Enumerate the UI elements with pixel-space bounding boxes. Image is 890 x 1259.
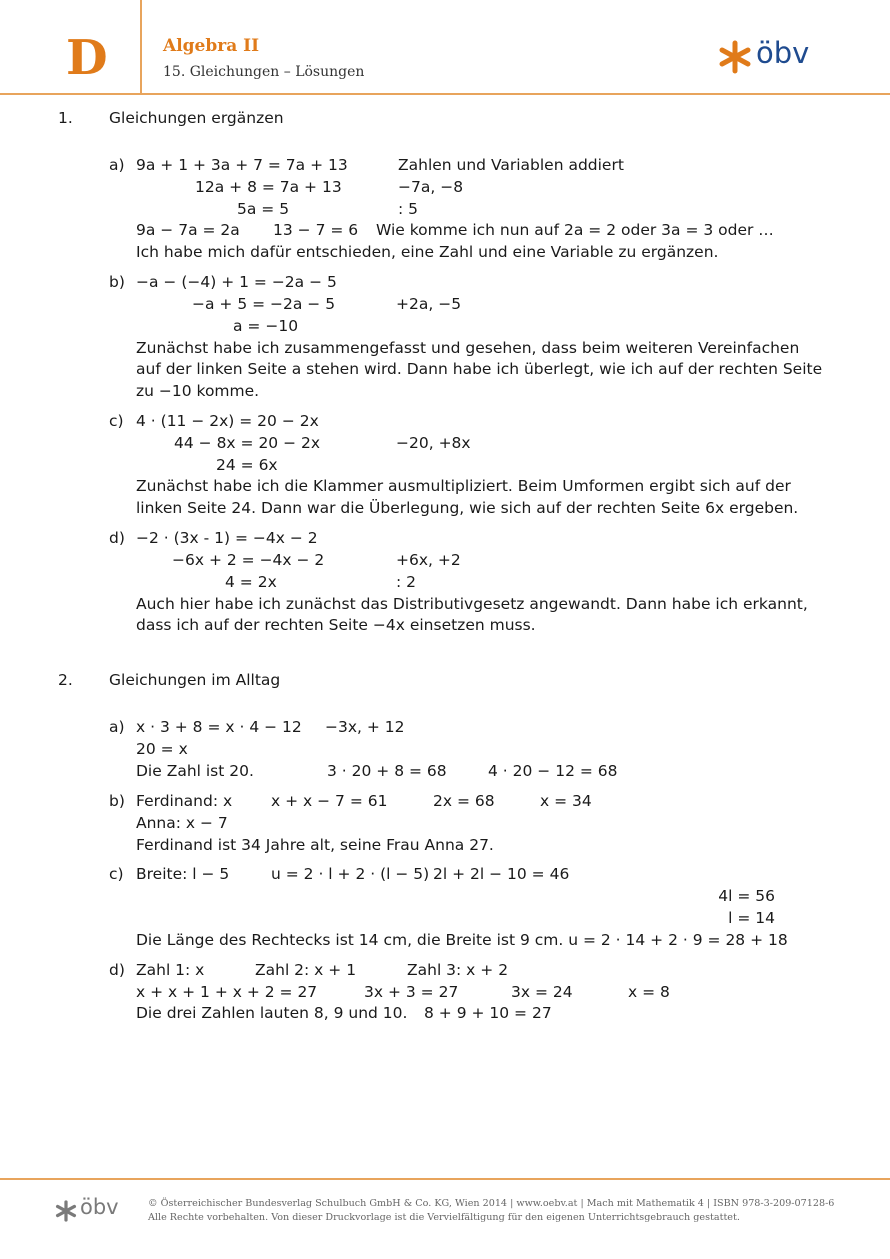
footer-copyright: © Österreichischer Bundesverlag Schulbuch GmbH & Co. KG, Wien 2014 | www.oebv.at | Mach mit Mathematik 4 | ISBN 978-3-209-07128-6 bbox=[148, 1198, 835, 1209]
explanation-text: Wie komme ich nun auf 2a = 2 oder 3a = 3 oder … bbox=[376, 221, 774, 239]
equation-line: 3x + 3 = 27 bbox=[364, 983, 459, 1001]
section-2-number: 2. bbox=[58, 671, 73, 689]
variable-definition: Zahl 2: x + 1 bbox=[255, 961, 357, 979]
equation-line: 2l + 2l − 10 = 46 bbox=[433, 865, 570, 883]
answer-text: Die drei Zahlen lauten 8, 9 und 10. bbox=[136, 1004, 408, 1022]
equation-line: −a − (−4) + 1 = −2a − 5 bbox=[136, 273, 337, 291]
variable-definition: Anna: x − 7 bbox=[136, 814, 228, 832]
brand-logo bbox=[718, 36, 828, 74]
equation-line: x · 3 + 8 = x · 4 − 12 bbox=[136, 718, 302, 736]
equation-line: 9a − 7a = 2a bbox=[136, 221, 240, 239]
equation-line: l = 14 bbox=[728, 909, 775, 927]
step-note: −7a, −8 bbox=[398, 178, 464, 196]
task-label: c) bbox=[109, 865, 124, 883]
equation-line: 20 = x bbox=[136, 740, 188, 758]
task-label: b) bbox=[109, 792, 125, 810]
equation-line: 12a + 8 = 7a + 13 bbox=[195, 178, 342, 196]
task-label: c) bbox=[109, 412, 124, 430]
variable-definition: Ferdinand: x bbox=[136, 792, 233, 810]
chapter-letter: D bbox=[66, 30, 108, 86]
section-2-title: Gleichungen im Alltag bbox=[109, 671, 281, 689]
task-label: d) bbox=[109, 961, 125, 979]
equation-line: x + x + 1 + x + 2 = 27 bbox=[136, 983, 318, 1001]
check-equation: 3 · 20 + 8 = 68 bbox=[327, 762, 447, 780]
equation-line: 4l = 56 bbox=[718, 887, 775, 905]
check-equation: 8 + 9 + 10 = 27 bbox=[424, 1004, 552, 1022]
explanation-text: Zunächst habe ich zusammengefasst und gesehen, dass beim weiteren Vereinfachen bbox=[136, 339, 800, 357]
equation-line: x = 34 bbox=[540, 792, 592, 810]
equation-line: 5a = 5 bbox=[237, 200, 290, 218]
page-title: Algebra II bbox=[163, 36, 260, 56]
answer-text: Ferdinand ist 34 Jahre alt, seine Frau Anna 27. bbox=[136, 836, 494, 854]
footer-logo bbox=[55, 1195, 135, 1224]
step-note: : 2 bbox=[396, 573, 417, 591]
equation-line: 24 = 6x bbox=[216, 456, 278, 474]
answer-text: Die Zahl ist 20. bbox=[136, 762, 254, 780]
equation-line: x = 8 bbox=[628, 983, 670, 1001]
step-note: +2a, −5 bbox=[396, 295, 462, 313]
equation-line: u = 2 · l + 2 · (l − 5) bbox=[271, 865, 430, 883]
logo-text: öbv bbox=[756, 36, 810, 70]
equation-line: 44 − 8x = 20 − 2x bbox=[174, 434, 321, 452]
star-icon bbox=[718, 40, 752, 74]
equation-line: a = −10 bbox=[233, 317, 299, 335]
explanation-text: Ich habe mich dafür entschieden, eine Zahl und eine Variable zu ergänzen. bbox=[136, 243, 719, 261]
equation-line: 2x = 68 bbox=[433, 792, 495, 810]
task-label: a) bbox=[109, 156, 125, 174]
variable-definition: Zahl 3: x + 2 bbox=[407, 961, 509, 979]
task-label: a) bbox=[109, 718, 125, 736]
equation-line: −a + 5 = −2a − 5 bbox=[192, 295, 336, 313]
step-note: : 5 bbox=[398, 200, 419, 218]
footer-rights: Alle Rechte vorbehalten. Von dieser Druckvorlage ist die Vervielfältigung für den eigenen Unterrichtsgebrauch gestattet. bbox=[148, 1212, 740, 1223]
task-label: b) bbox=[109, 273, 125, 291]
explanation-text: dass ich auf der rechten Seite −4x einsetzen muss. bbox=[136, 616, 536, 634]
step-note: +6x, +2 bbox=[396, 551, 461, 569]
step-note: −3x, + 12 bbox=[325, 718, 405, 736]
equation-line: 9a + 1 + 3a + 7 = 7a + 13 bbox=[136, 156, 348, 174]
explanation-text: zu −10 komme. bbox=[136, 382, 260, 400]
equation-line: −6x + 2 = −4x − 2 bbox=[172, 551, 325, 569]
header-rule bbox=[0, 93, 890, 95]
step-note: Zahlen und Variablen addiert bbox=[398, 156, 624, 174]
explanation-text: Zunächst habe ich die Klammer ausmultipliziert. Beim Umformen ergibt sich auf der bbox=[136, 477, 791, 495]
section-1-number: 1. bbox=[58, 109, 73, 127]
explanation-text: linken Seite 24. Dann war die Überlegung, wie sich auf der rechten Seite 6x ergeben. bbox=[136, 499, 799, 517]
equation-line: x + x − 7 = 61 bbox=[271, 792, 388, 810]
section-1-title: Gleichungen ergänzen bbox=[109, 109, 284, 127]
variable-definition: Breite: l − 5 bbox=[136, 865, 230, 883]
task-label: d) bbox=[109, 529, 125, 547]
equation-line: 4 = 2x bbox=[225, 573, 277, 591]
step-note: −20, +8x bbox=[396, 434, 471, 452]
equation-line: 13 − 7 = 6 bbox=[273, 221, 359, 239]
equation-line: −2 · (3x - 1) = −4x − 2 bbox=[136, 529, 318, 547]
footer-logo-text: öbv bbox=[80, 1195, 119, 1219]
explanation-text: auf der linken Seite a stehen wird. Dann habe ich überlegt, wie ich auf der rechten Seite bbox=[136, 360, 823, 378]
header-divider bbox=[140, 0, 142, 93]
explanation-text: Auch hier habe ich zunächst das Distributivgesetz angewandt. Dann habe ich erkannt, bbox=[136, 595, 808, 613]
check-equation: 4 · 20 − 12 = 68 bbox=[488, 762, 618, 780]
footer-rule bbox=[0, 1178, 890, 1180]
answer-text: Die Länge des Rechtecks ist 14 cm, die Breite ist 9 cm. u = 2 · 14 + 2 · 9 = 28 + 18 bbox=[136, 931, 788, 949]
page-subtitle: 15. Gleichungen – Lösungen bbox=[163, 64, 365, 80]
variable-definition: Zahl 1: x bbox=[136, 961, 205, 979]
star-icon bbox=[55, 1200, 77, 1222]
equation-line: 4 · (11 − 2x) = 20 − 2x bbox=[136, 412, 319, 430]
equation-line: 3x = 24 bbox=[511, 983, 573, 1001]
